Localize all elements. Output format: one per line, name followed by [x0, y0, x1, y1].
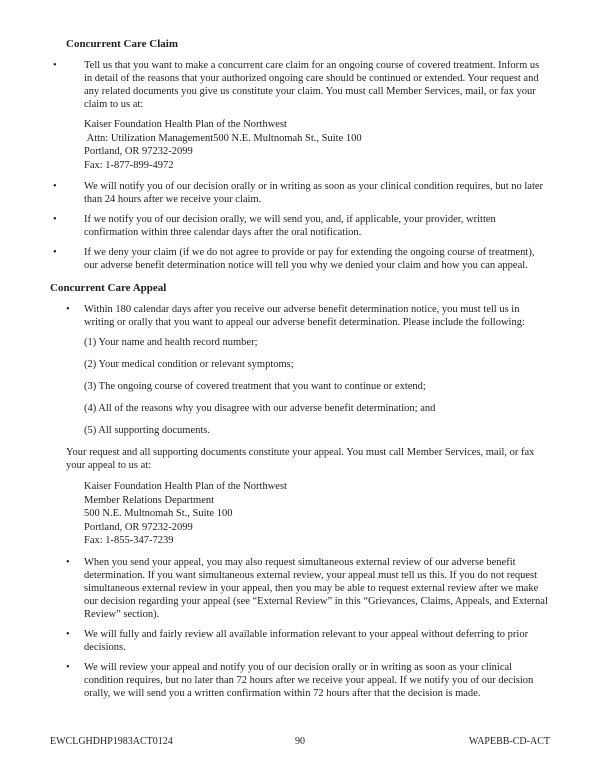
claim-bullet-2 [50, 180, 550, 206]
address-line: Member Relations Department [84, 494, 215, 506]
appeal-paragraph: Your request and all supporting documents constitute your appeal. You must call Member Services, mail, or fax your appeal to us at: [66, 447, 535, 471]
bullet-marker: • [53, 214, 57, 225]
section-heading-concurrent-care-claim: Concurrent Care Claim [66, 38, 179, 50]
address-line: Portland, OR 97232-2099 [84, 146, 193, 157]
bullet-text: When you send your appeal, you may also request simultaneous external review of our adverse benefit determination. If you want simultaneous external review, your appeal must tell us this. If you do not request simultaneous external review in your appeal, then you may be able to request external review after we make our decision regarding your appeal (see “External Review” in this “Grievances, Claims, Appeals, and External Review” section). [84, 556, 548, 620]
bullet-text: We will notify you of our decision orally or in writing as soon as your clinical condition requires, but no later than 24 hours after we receive your claim. [84, 181, 544, 205]
address-line: Fax: 1-877-899-4972 [84, 159, 174, 171]
bullet-marker: • [66, 304, 70, 315]
bullet-text: If we deny your claim (if we do not agree to provide or pay for extending the ongoing course of treatment), our adverse benefit determination notice will tell you why we denied your claim and how you can appeal. [84, 247, 535, 271]
bullet-marker: • [66, 556, 70, 568]
footer-plan-code: WAPEBB-CD-ACT [468, 736, 550, 747]
address-line: Fax: 1-855-347-7239 [84, 535, 174, 546]
address-line: Attn: Utilization Management500 N.E. Multnomah St., Suite 100 [84, 132, 362, 144]
appeal-bullet-2 [50, 628, 550, 654]
numbered-item-4: (4) All of the reasons why you disagree with our adverse benefit determination; and [84, 403, 436, 414]
bullet-text: We will review your appeal and notify you of our decision orally or in writing as soon as your clinical condition requires, but no later than 72 hours after we receive your appeal. If we notify you of our decision orally, we will send you a written confirmation within 72 hours after that the decision is made. [84, 661, 534, 699]
numbered-item-5: (5) All supporting documents. [84, 425, 210, 436]
numbered-item-3: (3) The ongoing course of covered treatment that you want to continue or extend; [84, 381, 426, 392]
bullet-text: Tell us that you want to make a concurrent care claim for an ongoing course of covered treatment. Inform us in detail of the reasons that your authorized ongoing care should be continued or extended. Your request and any related documents you give us constitute your claim. You must call Member Services, mail, or fax your claim to us at: [84, 60, 540, 110]
bullet-marker: • [66, 628, 70, 640]
address-line: Kaiser Foundation Health Plan of the Northwest [84, 481, 287, 492]
claim-address-block [84, 118, 550, 172]
bullet-marker: • [66, 661, 70, 673]
appeal-bullet-3 [50, 661, 550, 700]
bullet-text: Within 180 calendar days after you receive our adverse benefit determination notice, you must tell us in writing or orally that you want to appeal our adverse benefit determination. Please include the following: [84, 304, 525, 328]
bullet-text: If we notify you of our decision orally, we will send you, and, if applicable, your provider, written confirmation within three calendar days after the oral notification. [84, 214, 496, 238]
address-line: Kaiser Foundation Health Plan of the Northwest [84, 119, 287, 130]
address-line: 500 N.E. Multnomah St., Suite 100 [84, 508, 233, 519]
section-heading-concurrent-care-appeal: Concurrent Care Appeal [50, 282, 167, 294]
footer-document-code: EWCLGHDHP1983ACT0124 [50, 736, 173, 747]
footer-page-number: 90 [295, 736, 305, 747]
appeal-bullet-1 [50, 556, 550, 621]
numbered-item-1: (1) Your name and health record number; [84, 337, 258, 348]
bullet-marker: • [53, 247, 57, 258]
bullet-text: We will fully and fairly review all available information relevant to your appeal without deferring to prior decisions. [84, 628, 529, 653]
address-line: Portland, OR 97232-2099 [84, 521, 193, 533]
document-content [50, 38, 550, 707]
claim-bullet-4 [50, 246, 550, 272]
appeal-intro-bullet [50, 303, 550, 329]
page-footer [50, 736, 550, 748]
bullet-marker: • [53, 60, 57, 71]
appeal-address-block [84, 480, 550, 548]
numbered-item-2: (2) Your medical condition or relevant symptoms; [84, 359, 294, 370]
claim-bullet-1 [50, 59, 550, 111]
bullet-marker: • [53, 181, 57, 192]
claim-bullet-3 [50, 213, 550, 239]
